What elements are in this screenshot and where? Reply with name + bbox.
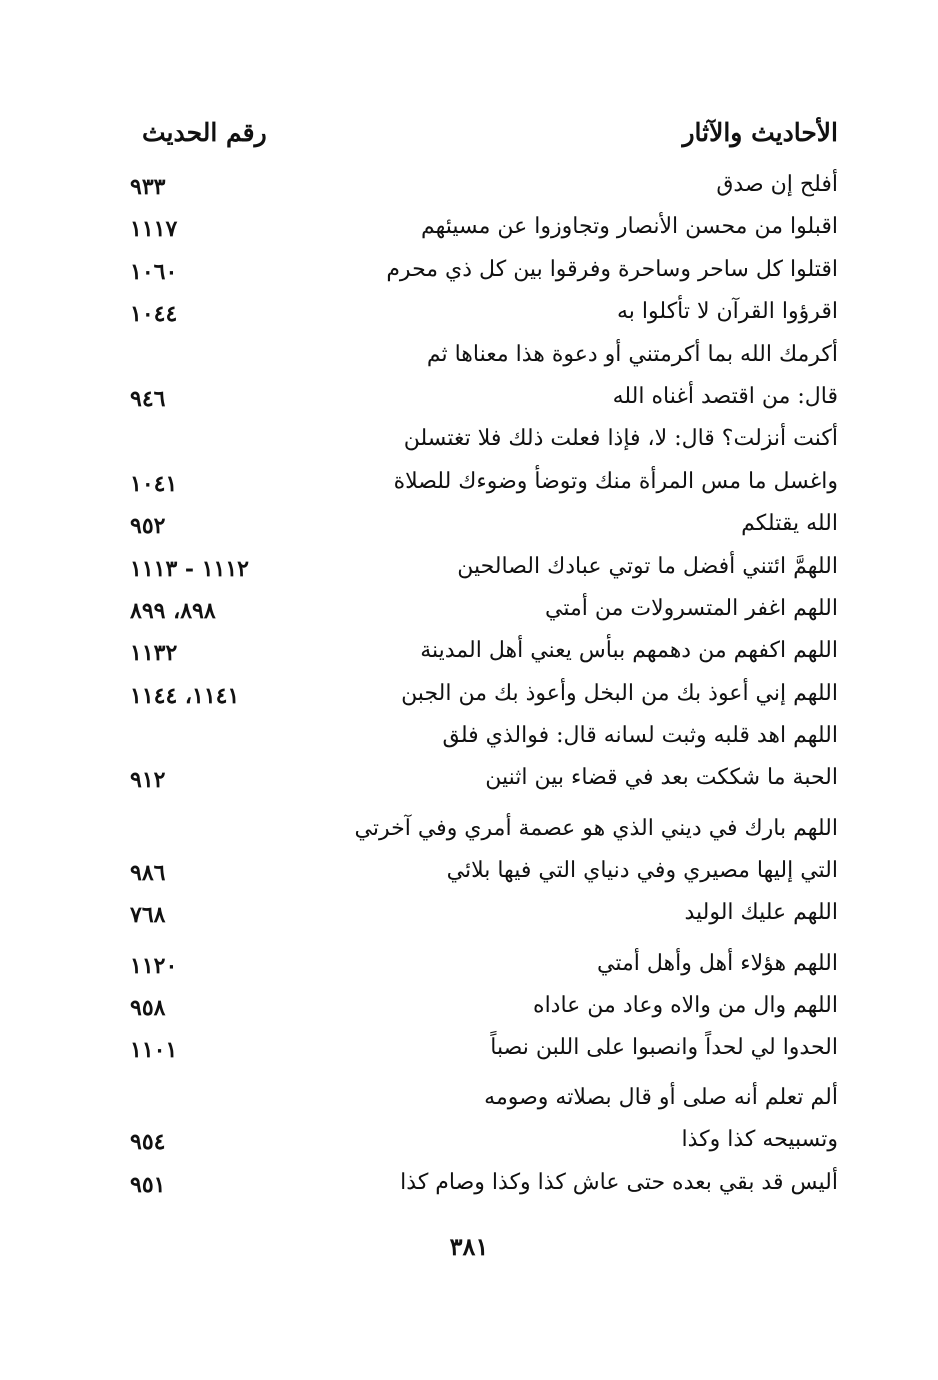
list-item (100, 677, 838, 719)
list-item (100, 295, 838, 337)
list-item (100, 1073, 838, 1123)
hadith-text: اللهم اهد قلبه وثبت لسانه قال: فوالذي فلق (442, 723, 838, 749)
list-item (100, 1031, 838, 1073)
hadith-text: اللهمَّ ائتني أفضل ما توتي عبادك الصالحين (457, 553, 838, 579)
list-item (100, 939, 838, 989)
column-title-hadiths: الأحاديث والآثار (682, 118, 838, 147)
list-item (100, 896, 838, 938)
hadith-number: ٩١٢ (130, 767, 166, 794)
list-item (100, 719, 838, 761)
hadith-text: الحبة ما شككت بعد في قضاء بين اثنين (485, 765, 838, 791)
list-item (100, 634, 838, 676)
hadith-text: الحدوا لي لحداً وانصبوا على اللبن نصباً (490, 1035, 838, 1061)
hadith-text: اللهم اكفهم من دهمهم ببأس يعني أهل المدينة (420, 638, 838, 664)
hadith-text: اللهم عليك الوليد (684, 900, 838, 926)
list-item (100, 804, 838, 854)
hadith-text: أليس قد بقي بعده حتى عاش كذا وكذا وصام كذا (400, 1169, 838, 1195)
hadith-number: ١٠٦٠ (130, 258, 178, 285)
list-item (100, 989, 838, 1031)
hadith-text: اللهم وال من والاه وعاد من عاداه (533, 992, 838, 1018)
list-item (100, 761, 838, 803)
hadith-text: اقرؤوا القرآن لا تأكلوا به (617, 299, 838, 325)
hadith-text: اقتلوا كل ساحر وساحرة وفرقوا بين كل ذي محرم (386, 256, 838, 282)
hadith-text: واغسل ما مس المرأة منك وتوضأ وضوءك للصلاة (393, 468, 838, 494)
hadith-text: قال: من اقتصد أغناه الله (612, 383, 838, 409)
list-item (100, 1123, 838, 1165)
hadith-number: ٩٥٢ (130, 513, 166, 540)
page-number: ٣٨١ (449, 1232, 489, 1261)
list-item (100, 550, 838, 592)
hadith-number: ٩٥٨ (130, 994, 166, 1021)
hadith-text: ألم تعلم أنه صلى أو قال بصلاته وصومه (484, 1085, 838, 1111)
hadith-text: أكرمك الله بما أكرمتني أو دعوة هذا معناها ثم (426, 341, 838, 367)
list-item (100, 592, 838, 634)
hadith-number: ١١١٢ - ١١١٣ (130, 555, 249, 582)
hadith-text: اللهم هؤلاء أهل وأهل أمتي (597, 950, 838, 976)
hadith-text: اقبلوا من محسن الأنصار وتجاوزوا عن مسيئهم (420, 214, 838, 240)
list-item (100, 380, 838, 422)
list-item (100, 507, 838, 549)
list-item (100, 422, 838, 464)
column-title-hadith-number: رقم الحديث (142, 118, 267, 147)
hadith-number: ٧٦٨ (130, 902, 166, 929)
hadith-number: ٩٤٦ (130, 385, 166, 412)
hadith-text: أكنت أنزلت؟ قال: لا، فإذا فعلت ذلك فلا تغتسلن (403, 426, 838, 452)
list-item (100, 253, 838, 295)
list-item (100, 1166, 838, 1208)
hadith-text: الله يقتلكم (741, 511, 838, 537)
hadith-number: ٩٣٣ (130, 174, 166, 200)
list-item (100, 854, 838, 896)
hadith-text: التي إليها مصيري وفي دنياي التي فيها بلائي (446, 857, 838, 883)
index-list (100, 168, 838, 1208)
list-item (100, 465, 838, 507)
hadith-number: ١٠٤١ (130, 470, 178, 497)
list-item (100, 338, 838, 380)
hadith-number: ٩٥٤ (130, 1129, 166, 1156)
hadith-text: اللهم إني أعوذ بك من البخل وأعوذ بك من الجبن (401, 680, 838, 706)
hadith-text: اللهم بارك في ديني الذي هو عصمة أمري وفي آخرتي (354, 815, 838, 841)
table-header (100, 112, 838, 156)
hadith-number: ١١١٧ (130, 216, 178, 243)
hadith-text: وتسبيحه كذا وكذا (681, 1127, 838, 1153)
hadith-number: ٩٨٦ (130, 859, 166, 886)
list-item (100, 168, 838, 210)
hadith-number: ١١٠١ (130, 1037, 178, 1064)
hadith-number: ٨٩٨، ٨٩٩ (130, 597, 216, 624)
hadith-text: اللهم اغفر المتسرولات من أمتي (545, 595, 838, 621)
hadith-number: ١١٤١، ١١٤٤ (130, 682, 240, 709)
hadith-text: أفلح إن صدق (716, 172, 838, 197)
list-item (100, 210, 838, 252)
hadith-number: ١٠٤٤ (130, 301, 178, 328)
hadith-number: ١١٣٢ (130, 640, 178, 667)
hadith-number: ٩٥١ (130, 1171, 166, 1198)
hadith-number: ١١٢٠ (130, 952, 178, 979)
